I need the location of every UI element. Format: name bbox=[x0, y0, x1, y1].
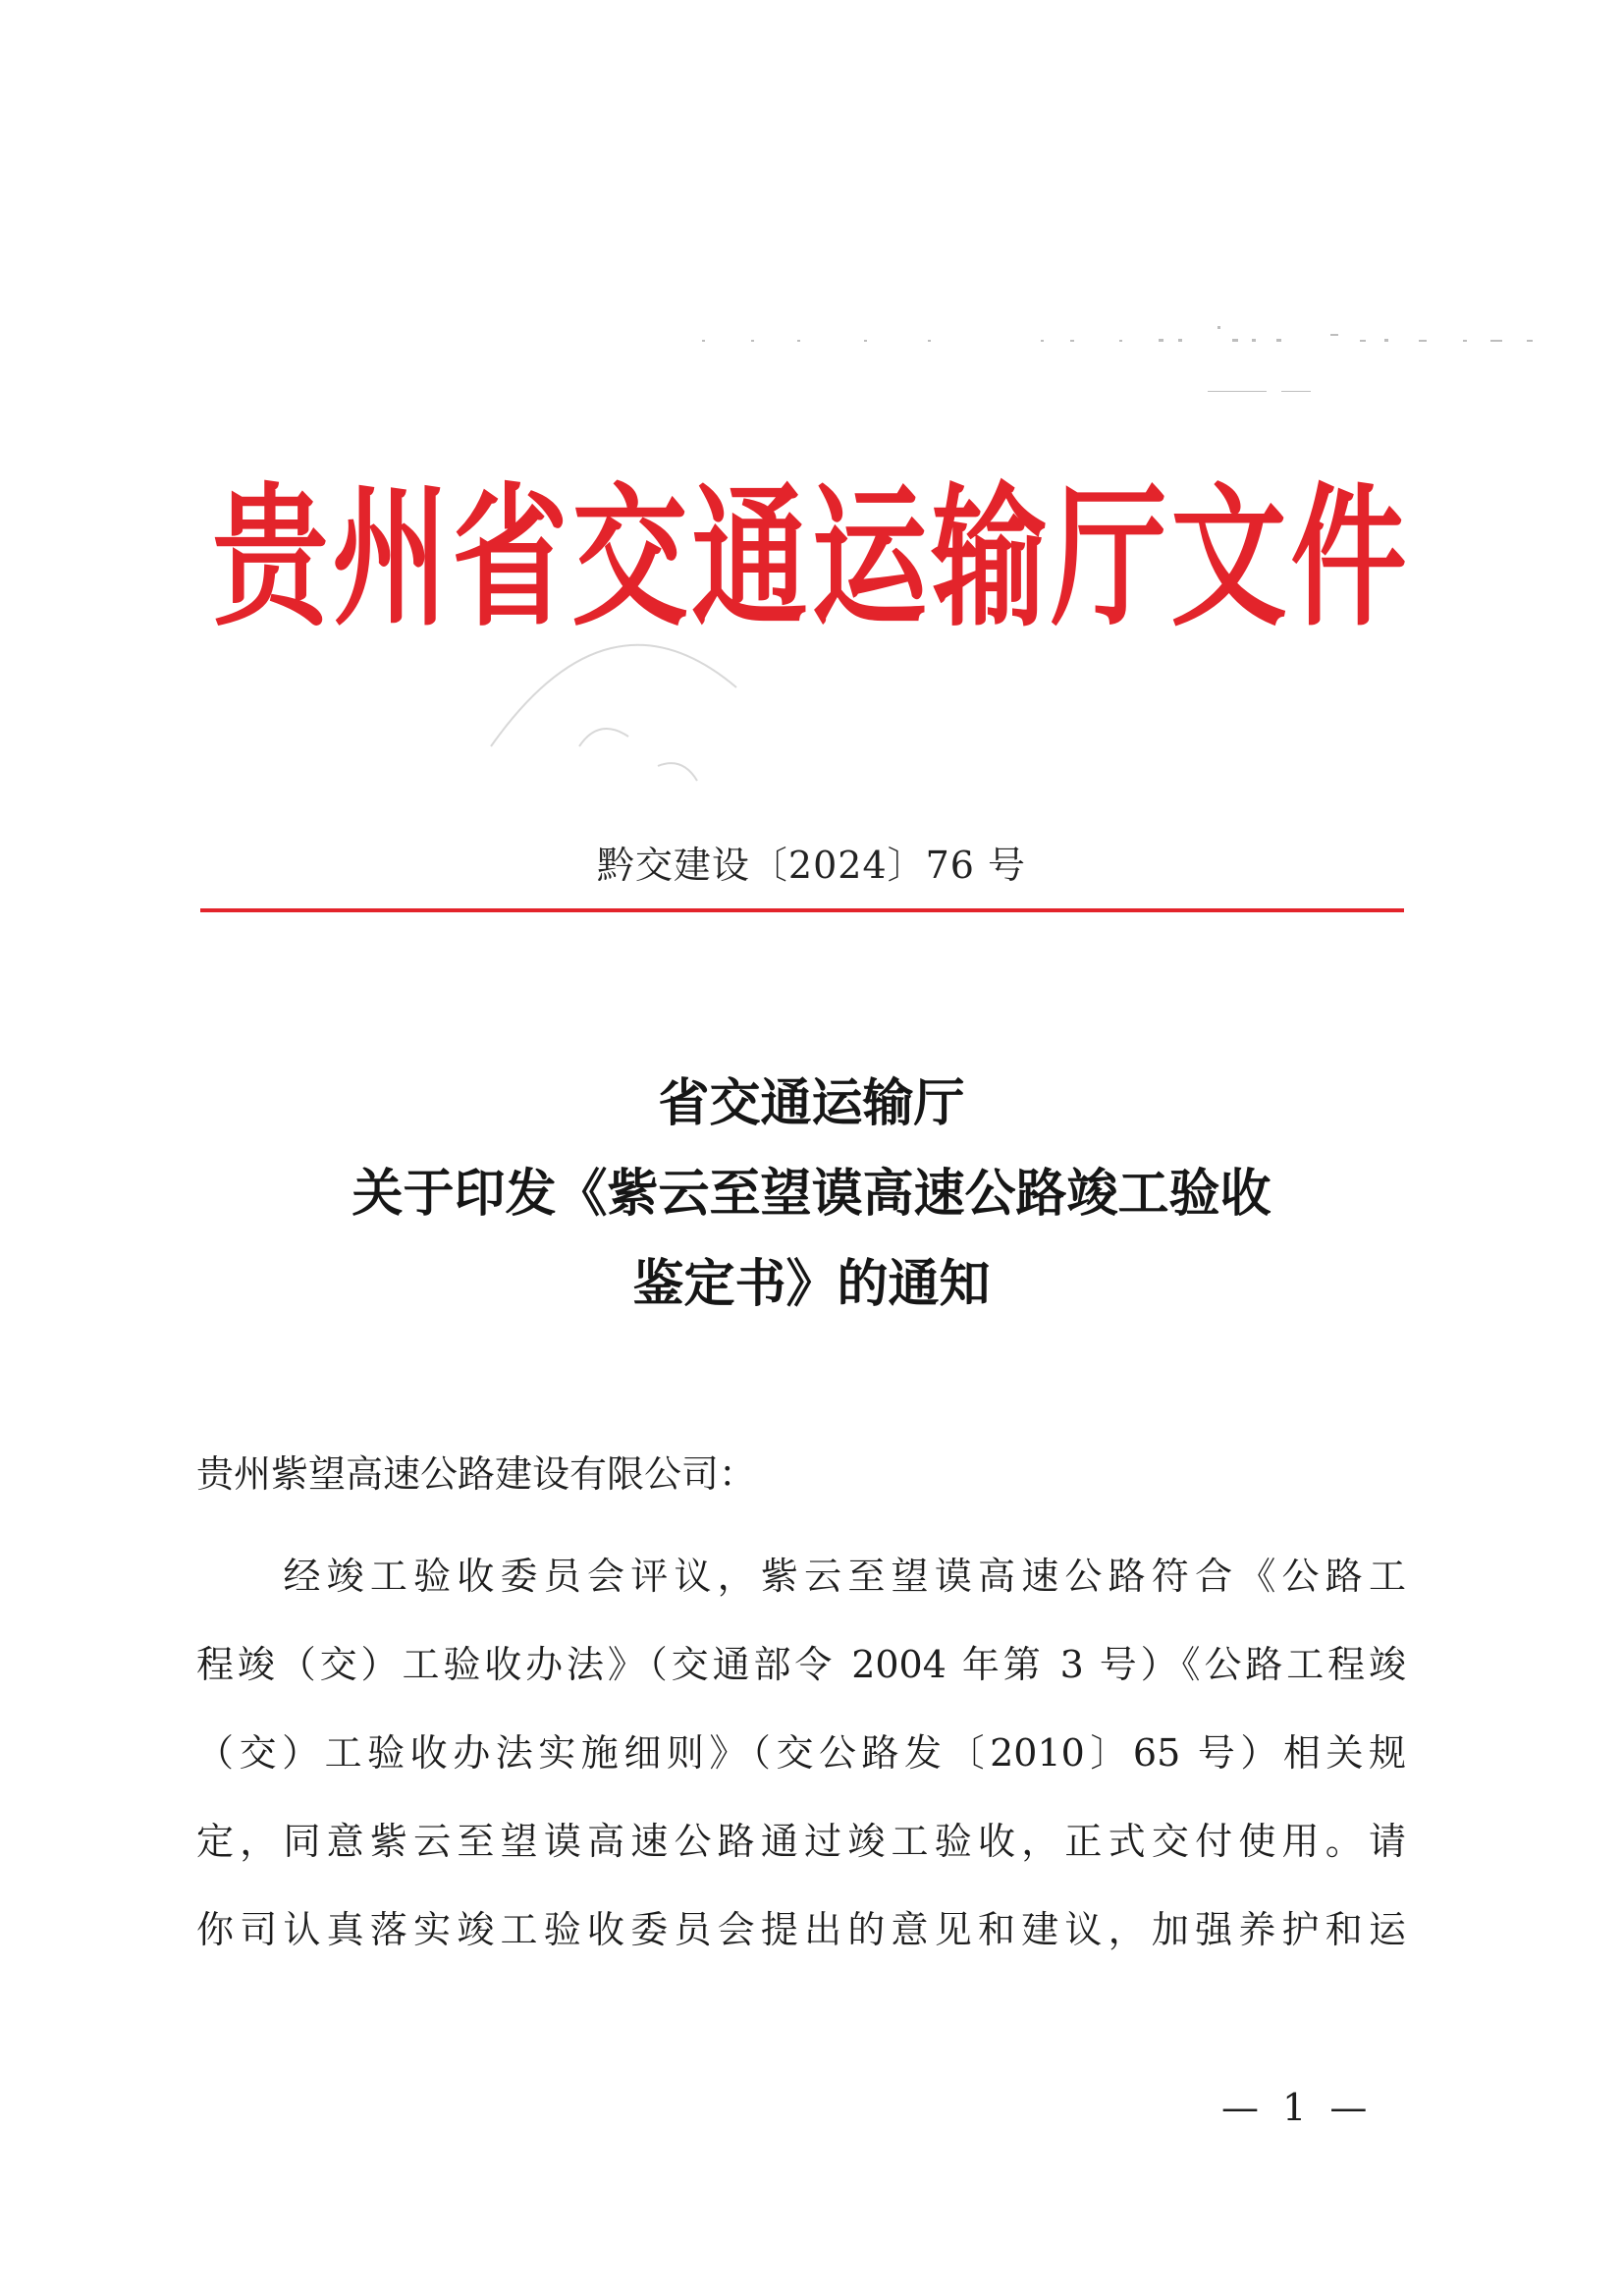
notice-title-line: 省交通运输厅 bbox=[658, 1073, 965, 1133]
body-line: 你司认真落实竣工验收委员会提出的意见和建议，加强养护和运 bbox=[196, 1908, 1406, 1951]
body-line: （交）工验收办法实施细则》（交公路发〔2010〕65 号）相关规 bbox=[196, 1731, 1406, 1775]
addressee: 贵州紫望高速公路建设有限公司： bbox=[196, 1452, 757, 1496]
body-line: 程竣（交）工验收办法》（交通部令 2004 年第 3 号）《公路工程竣 bbox=[196, 1643, 1406, 1686]
notice-title-line: 关于印发《紫云至望谟高速公路竣工验收 bbox=[352, 1164, 1271, 1224]
faint-seal-mark bbox=[461, 599, 756, 805]
scan-noise-marks bbox=[196, 312, 1600, 401]
document-number: 黔交建设〔2024〕76 号 bbox=[596, 844, 1027, 887]
notice-title-line: 鉴定书》的通知 bbox=[632, 1254, 991, 1314]
notice-title bbox=[0, 1059, 1623, 1330]
body-paragraph bbox=[196, 1532, 1406, 1974]
document-header-title: 贵州省交通运输厅文件 bbox=[212, 466, 1411, 647]
body-line: 定，同意紫云至望谟高速公路通过竣工验收，正式交付使用。请 bbox=[196, 1820, 1406, 1863]
body-line: 经竣工验收委员会评议，紫云至望谟高速公路符合《公路工 bbox=[196, 1555, 1406, 1598]
page-number: — 1 — bbox=[1221, 2086, 1374, 2129]
header-red-rule bbox=[200, 908, 1404, 912]
